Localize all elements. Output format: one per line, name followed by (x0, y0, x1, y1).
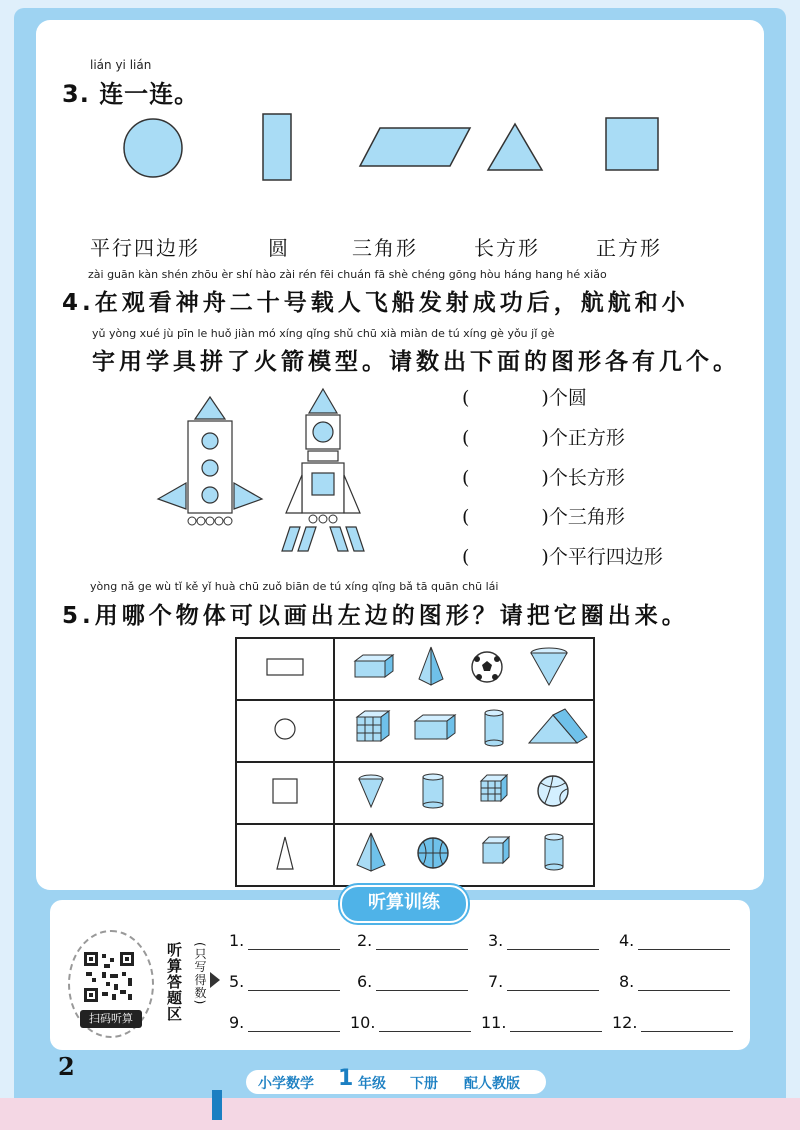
answer-slot-11[interactable] (481, 1013, 602, 1032)
slot-number: 4. (619, 931, 635, 950)
pyramid-icon[interactable] (357, 833, 385, 871)
q5-title: 用哪个物体可以画出左边的图形？请把它圈出来。 (94, 603, 689, 629)
qr-code-icon[interactable] (82, 950, 136, 1004)
answer-area-label: 听算答题区 (165, 942, 183, 1022)
cone-icon[interactable] (531, 648, 567, 685)
answer-parallelograms[interactable] (462, 542, 663, 569)
subject-label: 小学数学 (258, 1076, 314, 1092)
grade-number: 1 (338, 1066, 354, 1091)
triangle-shape[interactable] (488, 124, 542, 170)
cone-icon[interactable] (359, 775, 383, 807)
q3-heading (62, 74, 199, 109)
answer-triangles[interactable] (462, 502, 625, 529)
q5-table (235, 637, 595, 887)
soccer-ball-icon[interactable] (472, 652, 502, 682)
cube-icon[interactable] (483, 837, 509, 863)
answer-slot-2[interactable] (357, 931, 468, 950)
cylinder-icon[interactable] (545, 834, 563, 870)
paren-open: ( (462, 546, 470, 568)
answer-slot-1[interactable] (229, 931, 340, 950)
answer-label: )个长方形 (541, 467, 625, 489)
answer-circles[interactable] (462, 383, 587, 410)
objects-cell (334, 762, 594, 824)
grade-label: 年级 (358, 1076, 386, 1092)
slot-number: 9. (229, 1013, 245, 1032)
table-row (236, 700, 594, 762)
answer-slot-3[interactable] (488, 931, 599, 950)
q3-pinyin: lián yi lián (90, 58, 152, 72)
rocket-2 (282, 389, 364, 551)
triangular-prism-icon[interactable] (529, 709, 587, 743)
cylinder-icon[interactable] (485, 710, 503, 746)
answer-label: )个正方形 (541, 427, 625, 449)
q5-heading (62, 597, 689, 630)
paren-open: ( (462, 427, 470, 449)
paren-open: ( (462, 506, 470, 528)
basketball-icon[interactable] (418, 838, 448, 868)
answer-slot-4[interactable] (619, 931, 730, 950)
book-footer (246, 1066, 546, 1094)
table-row (236, 638, 594, 700)
slot-number: 3. (488, 931, 504, 950)
pyramid-icon[interactable] (419, 647, 443, 685)
q4-pinyin-1: zài guān kàn shén zhōu èr shí hào zài rén fēi chuán fā shè chéng gōng hòu háng hang hé xiǎo (88, 268, 607, 281)
triangle-outline (277, 837, 293, 869)
answer-slot-12[interactable] (612, 1013, 733, 1032)
circle-outline (275, 719, 295, 739)
label-circle[interactable]: 圆 (268, 236, 290, 260)
volleyball-icon[interactable] (538, 776, 568, 806)
q5-pinyin: yòng nǎ ge wù tǐ kě yǐ huà chū zuǒ biān de tú xíng qǐng bǎ tā quān chū lái (90, 580, 499, 593)
slot-number: 6. (357, 972, 373, 991)
answer-slot-9[interactable] (229, 1013, 340, 1032)
target-shape-cell (236, 762, 334, 824)
slot-number: 10. (350, 1013, 376, 1032)
answer-rectangles[interactable] (462, 463, 625, 490)
q4-pinyin-2: yǔ yòng xué jù pīn le huǒ jiàn mó xíng qǐng shǔ chū xià miàn de tú xíng gè yǒu jǐ gè (92, 327, 555, 340)
slot-number: 7. (488, 972, 504, 991)
answer-label: )个圆 (541, 387, 587, 409)
objects-cell (334, 638, 594, 700)
bottom-strip (0, 1098, 800, 1130)
cuboid-icon[interactable] (355, 655, 393, 677)
label-rectangle[interactable]: 长方形 (474, 236, 540, 260)
edition-label: 配人教版 (464, 1076, 520, 1092)
target-shape-cell (236, 638, 334, 700)
table-row (236, 824, 594, 886)
target-shape-cell (236, 824, 334, 886)
rocket-models (150, 385, 380, 555)
q4-line-1 (62, 284, 689, 317)
square-shape[interactable] (606, 118, 658, 170)
target-shape-cell (236, 700, 334, 762)
answer-slot-10[interactable] (350, 1013, 471, 1032)
table-row (236, 762, 594, 824)
rocket-1 (158, 397, 262, 525)
rubiks-cube-icon[interactable] (357, 711, 389, 741)
rectangle-shape[interactable] (263, 114, 291, 180)
arrow-right-icon (210, 972, 222, 988)
q4-line-2: 宇用学具拼了火箭模型。请数出下面的图形各有几个。 (92, 349, 740, 375)
bookmark-bar (212, 1090, 222, 1120)
scan-label: 扫码听算 (80, 1010, 142, 1028)
listening-banner: 听算训练 (340, 885, 468, 923)
q4-number: 4. (62, 290, 95, 316)
answer-slot-7[interactable] (488, 972, 599, 991)
q3-title: 连一连。 (99, 80, 200, 108)
answer-label: )个三角形 (541, 506, 625, 528)
q3-shapes (110, 110, 690, 190)
cuboid-icon[interactable] (415, 715, 455, 739)
rubiks-cube-icon[interactable] (481, 775, 507, 801)
objects-cell (334, 824, 594, 886)
paren-open: ( (462, 467, 470, 489)
slot-number: 5. (229, 972, 245, 991)
square-outline (273, 779, 297, 803)
label-square[interactable]: 正方形 (596, 236, 662, 260)
answer-slot-5[interactable] (229, 972, 340, 991)
answer-label: )个平行四边形 (541, 546, 663, 568)
cylinder-icon[interactable] (423, 774, 443, 808)
slot-number: 1. (229, 931, 245, 950)
page-number: 2 (58, 1052, 75, 1081)
rectangle-outline (267, 659, 303, 675)
answer-area-note: (只写得数) (193, 942, 207, 1006)
q5-number: 5. (62, 603, 95, 629)
slot-number: 8. (619, 972, 635, 991)
slot-number: 2. (357, 931, 373, 950)
q4-text-1: 在观看神舟二十号载人飞船发射成功后，航航和小 (94, 290, 689, 316)
slot-number: 12. (612, 1013, 638, 1032)
answer-squares[interactable] (462, 423, 625, 450)
q3-number: 3. (62, 80, 90, 108)
objects-cell (334, 700, 594, 762)
parallelogram-shape[interactable] (360, 128, 470, 166)
term-label: 下册 (410, 1076, 438, 1092)
label-parallelogram[interactable]: 平行四边形 (90, 236, 200, 260)
label-triangle[interactable]: 三角形 (352, 236, 418, 260)
circle-shape[interactable] (124, 119, 182, 177)
slot-number: 11. (481, 1013, 507, 1032)
answer-slot-8[interactable] (619, 972, 730, 991)
paren-open: ( (462, 387, 470, 409)
answer-slot-6[interactable] (357, 972, 468, 991)
